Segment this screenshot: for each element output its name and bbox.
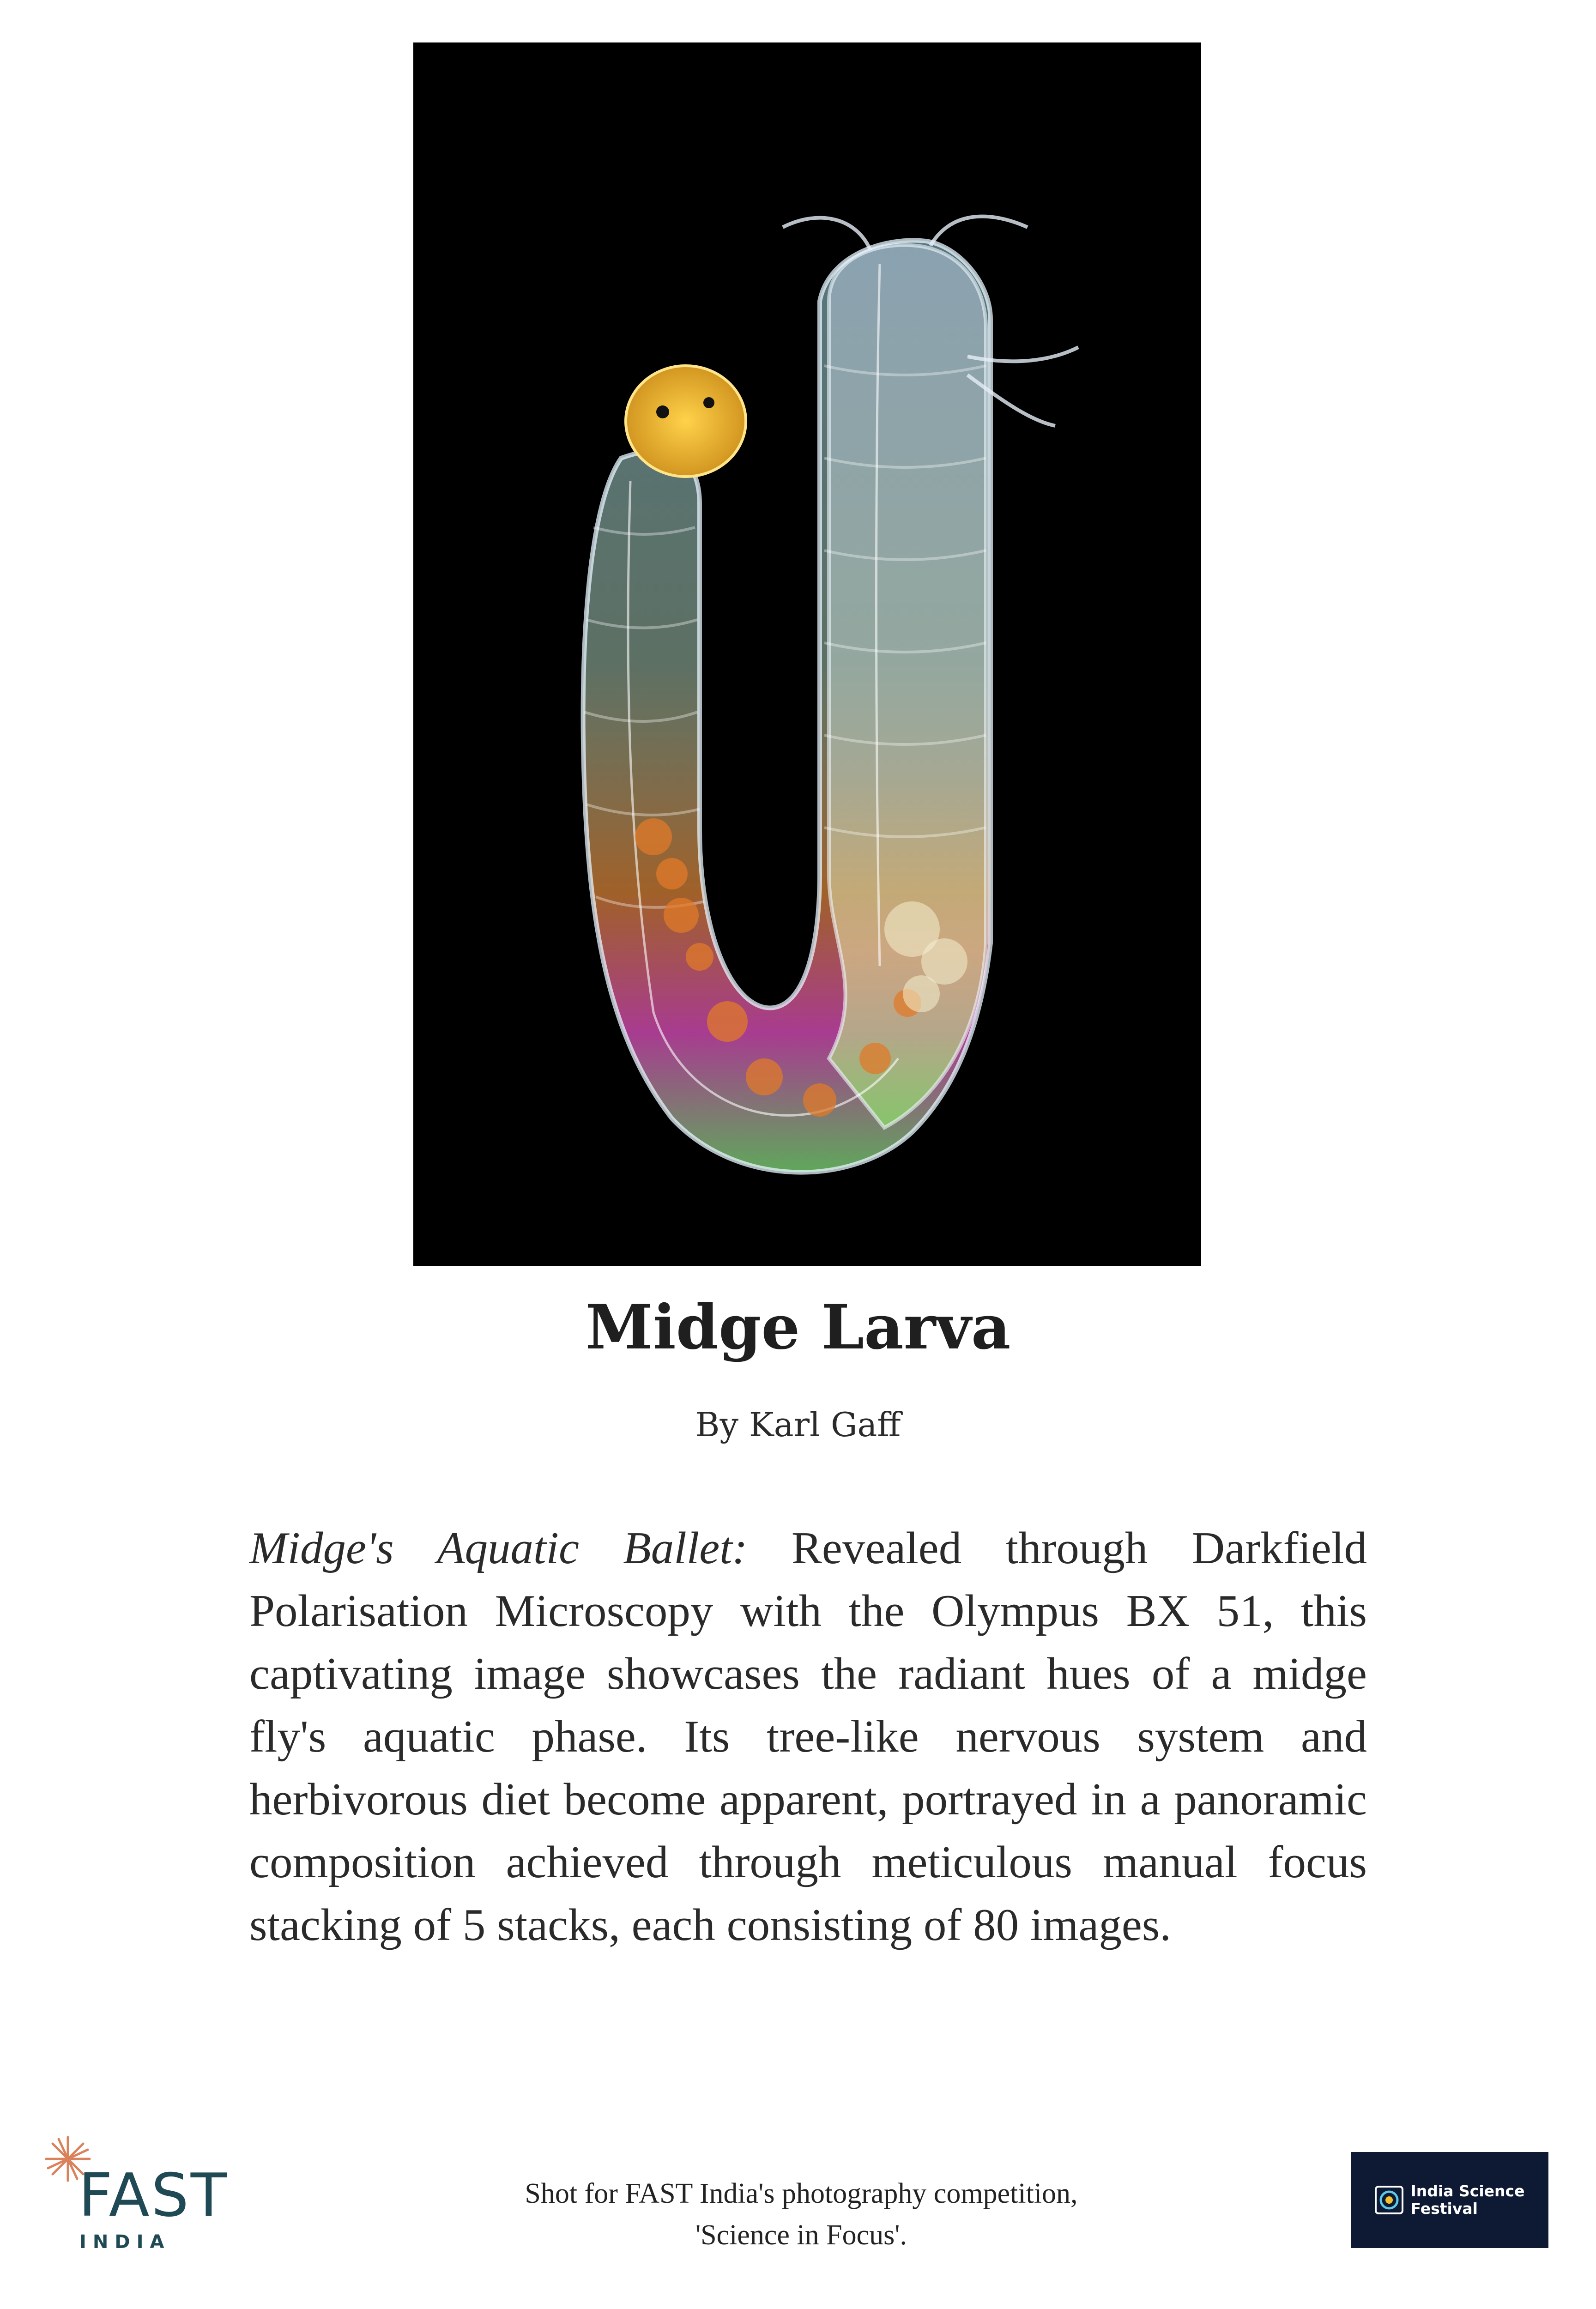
fast-logo-subtitle: INDIA [79,2231,171,2253]
fast-india-logo [42,2134,229,2254]
description-lead: Midge's Aquatic Ballet: [249,1523,748,1573]
competition-note-line-1: Shot for FAST India's photography competition, [525,2178,1078,2209]
isf-logo-icon [1375,2186,1403,2214]
competition-note-line-2: 'Science in Focus'. [695,2219,907,2251]
competition-note [416,2173,1187,2256]
isf-badge-line-2: Festival [1410,2200,1478,2218]
isf-badge-line-1: India Science [1410,2182,1525,2200]
larva-illustration [413,42,1201,1266]
description-body: Revealed through Darkfield Polarisation Microscopy with the Olympus BX 51, this captivating image showcases the radiant hues of a midge fly's aquatic phase. Its tree-like nervous system and herbivorous diet become apparent, portrayed in a panoramic composition achieved through meticulous manual focus stacking of 5 stacks, each consisting of 80 images. [249,1523,1367,1950]
fast-logo-word: FAST [79,2161,229,2230]
midge-larva-photo [413,42,1201,1266]
artwork-byline: By Karl Gaff [695,1405,901,1444]
artwork-title: Midge Larva [585,1292,1011,1363]
india-science-festival-badge [1351,2152,1548,2248]
artwork-description [249,1517,1367,1957]
isf-badge-text [1411,2182,1525,2218]
